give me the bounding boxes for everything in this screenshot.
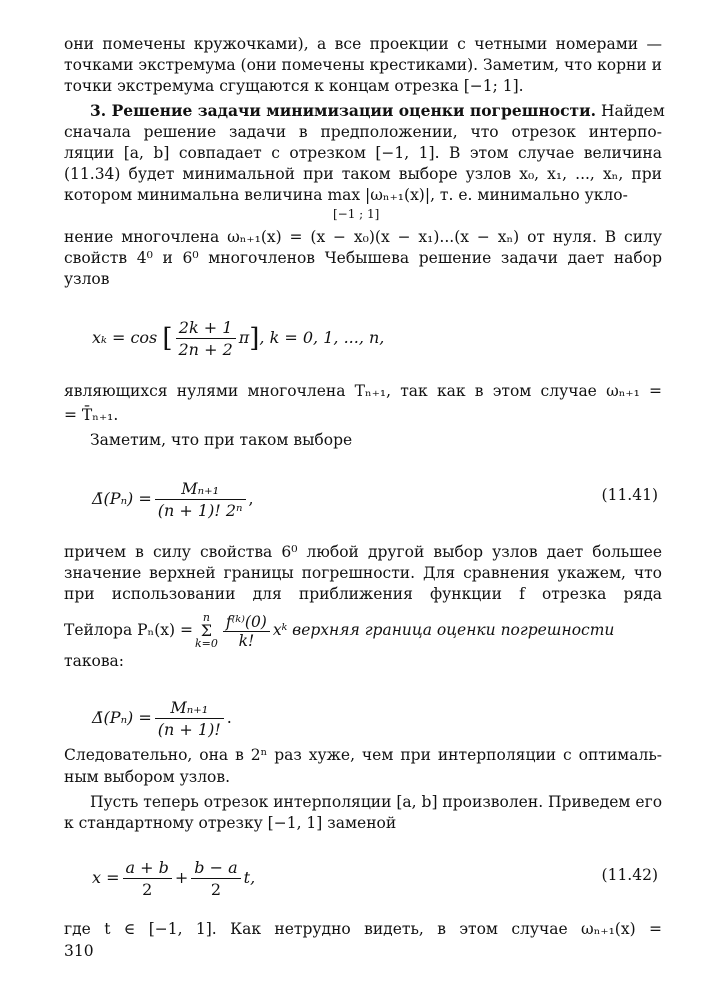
denominator: (n + 1)!	[157, 720, 221, 739]
page-number: 310	[64, 942, 94, 960]
text-line: к стандартному отрезку [−1, 1] заменой	[64, 814, 397, 832]
fraction	[191, 858, 240, 899]
formula-chebyshev-nodes: xₖ = cos [ $\frac{2k + 1}{2n + 2}$ π], k = 0, 1, ..., n,	[92, 318, 385, 359]
text-line: ляции [a, b] совпадает с отрезком [−1, 1]. В этом случае величина	[64, 144, 662, 162]
denominator: (n + 1)! 2ⁿ	[157, 501, 243, 520]
numerator: f⁽ᵏ⁾(0)	[223, 614, 270, 632]
numerator: Mₙ₊₁	[155, 479, 246, 500]
denominator: k!	[238, 631, 255, 650]
text-line: Пусть теперь отрезок интерполяции [a, b] произволен. Приведем его	[90, 793, 663, 811]
taylor-line	[64, 610, 662, 650]
text-line: точками экстремума (они помечены крестиками). Заметим, что корни и	[64, 56, 662, 74]
formula-11-42	[92, 858, 255, 899]
max-subscript: [−1 ; 1]	[333, 207, 380, 221]
formula-lhs: Δ̄(Pₙ) =	[92, 708, 152, 727]
text-line: при использовании для приближения функции f отрезка ряда	[64, 585, 662, 603]
numerator: a + b	[123, 858, 172, 879]
text-span: Найдем	[596, 102, 665, 120]
text-line: = T̄ₙ₊₁.	[64, 406, 119, 424]
text-line: точки экстремума сгущаются к концам отрезка [−1; 1].	[64, 77, 524, 95]
text-span: Тейлора Pₙ(x) =	[64, 621, 193, 639]
pi-symbol: π	[238, 328, 250, 347]
formula-taylor-error	[92, 698, 232, 739]
numerator: b − a	[191, 858, 240, 879]
formula-tail: , k = 0, 1, ..., n,	[259, 328, 385, 347]
plus-sign: +	[174, 868, 189, 887]
text-line: Следовательно, она в 2ⁿ раз хуже, чем при интерполяции с оптималь-	[64, 746, 662, 764]
formula-lhs: Δ̄(Pₙ) =	[92, 489, 152, 508]
text-line: являющихся нулями многочлена Tₙ₊₁, так как в этом случае ωₙ₊₁ =	[64, 382, 662, 400]
formula-tail: .	[226, 708, 232, 727]
text-line: такова:	[64, 652, 125, 670]
text-line: где t ∈ [−1, 1]. Как нетрудно видеть, в этом случае ωₙ₊₁(x) =	[64, 920, 662, 938]
text-line: (11.34) будет минимальной при таком выборе узлов x₀, x₁, ..., xₙ, при	[64, 165, 662, 183]
formula-lhs: xₖ = cos	[92, 328, 158, 347]
text-line: Заметим, что при таком выборе	[90, 431, 353, 449]
sum-sign: Σ	[200, 621, 213, 640]
formula-tail: t,	[243, 868, 256, 887]
formula-11-41	[92, 479, 254, 520]
text-line: причем в силу свойства 6⁰ любой другой выбор узлов дает большее	[64, 543, 662, 561]
text-line: свойств 4⁰ и 6⁰ многочленов Чебышева решение задачи дает набор	[64, 249, 662, 267]
formula-lhs: x =	[92, 868, 120, 887]
fraction	[155, 698, 224, 739]
numerator: 2k + 1	[176, 318, 236, 339]
numerator: Mₙ₊₁	[155, 698, 224, 719]
text-line: нение многочлена ωₙ₊₁(x) = (x − x₀)(x − x₁)...(x − xₙ) от нуля. В силу	[64, 228, 662, 246]
text-line: ным выбором узлов.	[64, 768, 231, 786]
summation	[195, 612, 218, 650]
denominator: 2	[210, 880, 222, 899]
equation-number: (11.41)	[601, 486, 658, 504]
fraction	[155, 479, 246, 520]
text-line: значение верхней границы погрешности. Для сравнения укажем, что	[64, 564, 662, 582]
text-line: сначала решение задачи в предположении, что отрезок интерпо-	[64, 123, 662, 141]
fraction	[123, 858, 172, 899]
sum-lower: k=0	[195, 637, 218, 650]
section-heading-line	[90, 101, 665, 121]
text-line: они помечены кружочками), а все проекции с четными номерами —	[64, 35, 662, 53]
section-heading: 3. Решение задачи минимизации оценки погрешности.	[90, 101, 597, 120]
denominator: 2n + 2	[178, 340, 233, 359]
text-line: котором минимальна величина max |ωₙ₊₁(x)|, т. е. минимально укло-	[64, 186, 628, 204]
fraction	[176, 318, 236, 359]
text-line: узлов	[64, 270, 110, 288]
equation-number: (11.42)	[601, 866, 658, 884]
text-span: xᵏ верхняя граница оценки погрешности	[272, 621, 615, 639]
fraction	[223, 614, 270, 649]
formula-tail: ,	[248, 489, 254, 508]
denominator: 2	[142, 880, 153, 899]
sum-upper: n	[202, 611, 210, 624]
